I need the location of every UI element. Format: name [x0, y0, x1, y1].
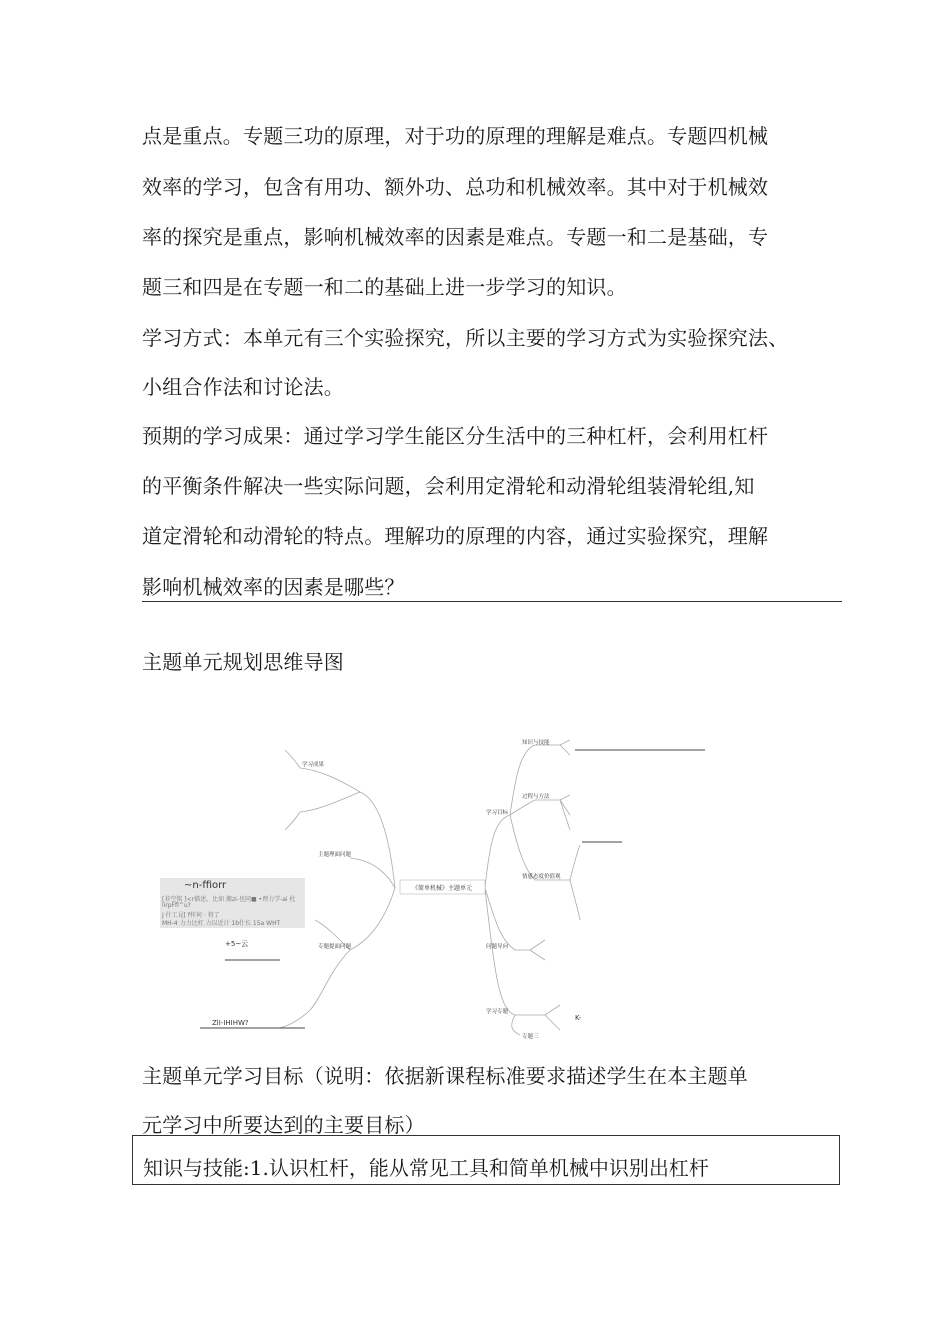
- paragraph-line: 道定滑轮和动滑轮的特点。理解功的原理的内容，通过实验探究，理解: [142, 524, 769, 548]
- mindmap-label: ZlI-IHIHW?: [212, 1019, 249, 1027]
- mindmap-label: K-: [575, 1014, 582, 1022]
- mindmap-node: 情感态度价值观: [522, 874, 561, 880]
- mindmap-node: 专题提面问题: [318, 944, 352, 950]
- paragraph-line: 学习方式：本单元有三个实验探究，所以主要的学习方式为实验探究法、: [142, 326, 789, 350]
- paragraph-line: 题三和四是在专题一和二的基础上进一步学习的知识。: [142, 275, 627, 299]
- paragraph-line: 率的探究是重点，影响机械效率的因素是难点。专题一和二是基础，专: [142, 225, 769, 249]
- mindmap-node: 问题导向: [486, 944, 509, 950]
- paragraph-line: 小组合作法和讨论法。: [142, 375, 344, 399]
- mindmap-node: 学习目标: [486, 810, 509, 816]
- paragraph-line: 效率的学习，包含有用功、额外功、总功和机械效率。其中对于机械效: [142, 175, 769, 199]
- mindmap-node: 专题三: [522, 1034, 539, 1040]
- mindmap-node: 学习专题: [486, 1009, 509, 1015]
- mindmap-label: +5~云: [225, 940, 249, 948]
- overlay-line: J 什工見[ f样何 · 将了: [162, 912, 220, 919]
- mindmap-heading: 主题单元规划思维导图: [142, 650, 344, 674]
- mindmap-center-node: 《简单机械》主题单元: [411, 885, 473, 892]
- mindmap-node: 知识与技能: [522, 740, 550, 746]
- objectives-heading-continued: 元学习中所要达到的主要目标）: [142, 1113, 425, 1137]
- section-divider: [142, 601, 842, 602]
- overlay-line: MH-4 力力比杠 力以近计 1b什长 15a WHT: [162, 920, 281, 927]
- overlay-title: ~n-ffiorr: [184, 880, 227, 891]
- mindmap-overlay-note: [160, 878, 305, 928]
- objectives-heading: 主题单元学习目标（说明：依据新课程标准要求描述学生在本主题单: [142, 1064, 748, 1088]
- paragraph-line: 预期的学习成果：通过学习学生能区分生活中的三种杠杆，会利用杠杆: [142, 424, 769, 448]
- mindmap-node: 主题理面问题: [318, 852, 352, 858]
- objectives-table: [132, 1135, 840, 1185]
- mindmap-node: 学习成果: [302, 762, 325, 768]
- paragraph-line: 点是重点。专题三功的原理，对于功的原理的理解是难点。专题四机械: [142, 124, 769, 148]
- overlay-line: [非空铭 ]<r描述。比如 搬zi-也同■ •理力学-ai 杜: [162, 896, 296, 903]
- paragraph-line: 影响机械效率的因素是哪些？: [142, 575, 405, 599]
- objectives-knowledge-skills: 知识与技能:1.认识杠杆，能从常见工具和简单机械中识别出杠杆: [143, 1156, 709, 1180]
- mindmap-node: 过程与方法: [522, 794, 550, 800]
- paragraph-line: 的平衡条件解决一些实际问题，会利用定滑轮和动滑轮组装滑轮组,知: [142, 474, 755, 498]
- overlay-line: lirpFfl^u?: [162, 902, 191, 909]
